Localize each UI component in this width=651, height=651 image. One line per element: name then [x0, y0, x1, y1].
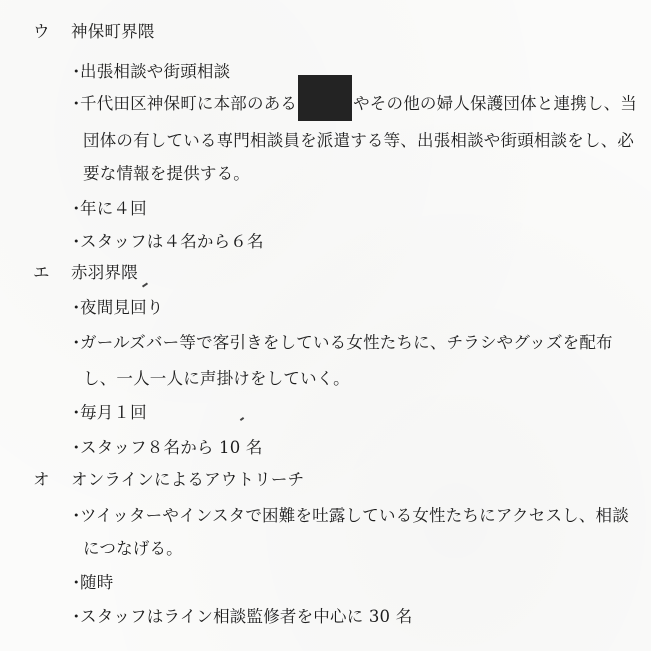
list-item-continuation — [83, 130, 634, 152]
list-item — [68, 61, 230, 83]
list-item-text: につなげる。 — [83, 539, 183, 558]
list-item-text: 随時 — [80, 573, 114, 592]
list-item — [68, 402, 147, 424]
bullet: ・ — [68, 573, 85, 592]
list-item-continuation — [83, 538, 183, 560]
list-item-text: スタッフはライン相談監修者を中心に 30 名 — [80, 607, 413, 626]
list-item-text: スタッフ８名から 10 名 — [80, 438, 263, 457]
list-item — [68, 198, 147, 220]
list-item-text: 千代田区神保町に本部のある — [80, 94, 298, 113]
list-item — [68, 332, 613, 354]
list-item-text: 団体の有している専門相談員を派遣する等、出張相談や街頭相談をし、必 — [83, 131, 635, 150]
section-title: オンラインによるアウトリーチ — [71, 470, 305, 489]
bullet: ・ — [68, 438, 85, 457]
bullet: ・ — [68, 199, 85, 218]
bullet: ・ — [68, 62, 85, 81]
list-item — [68, 231, 264, 253]
list-item — [68, 437, 263, 459]
section-heading-o — [33, 469, 304, 491]
list-item-text: スタッフは４名から６名 — [80, 232, 264, 251]
list-item — [68, 505, 629, 527]
list-item-continuation — [83, 368, 350, 390]
section-title: 赤羽界隈 — [71, 263, 138, 282]
list-item — [68, 606, 412, 628]
section-marker: オ — [33, 470, 50, 489]
list-item-text: 毎月１回 — [80, 403, 147, 422]
list-item-text: し、一人一人に声掛けをしていく。 — [83, 369, 350, 388]
list-item-text: 夜間見回り — [80, 298, 164, 317]
list-item-text: やその他の婦人保護団体と連携し、当 — [353, 94, 638, 113]
scan-speck — [142, 282, 148, 287]
section-marker: ウ — [33, 22, 50, 41]
bullet: ・ — [68, 232, 85, 251]
bullet: ・ — [68, 94, 85, 113]
list-item-text: ガールズバー等で客引きをしている女性たちに、チラシやグッズを配布 — [80, 333, 613, 352]
section-marker: エ — [33, 263, 50, 282]
bullet: ・ — [68, 506, 85, 525]
bullet: ・ — [68, 333, 85, 352]
bullet: ・ — [68, 298, 85, 317]
redaction-block — [298, 75, 352, 121]
section-heading-e — [33, 262, 138, 284]
bullet: ・ — [68, 607, 85, 626]
list-item-text: 出張相談や街頭相談 — [80, 62, 231, 81]
scan-speck — [240, 417, 244, 421]
list-item-text: 年に４回 — [80, 199, 147, 218]
list-item-continuation — [83, 163, 250, 185]
list-item-text: 要な情報を提供する。 — [83, 164, 250, 183]
section-title: 神保町界隈 — [71, 22, 155, 41]
list-item-text: ツイッターやインスタで困難を吐露している女性たちにアクセスし、相談 — [80, 506, 629, 525]
section-heading-u — [33, 21, 155, 43]
bullet: ・ — [68, 403, 85, 422]
list-item — [68, 297, 164, 319]
list-item — [68, 572, 113, 594]
